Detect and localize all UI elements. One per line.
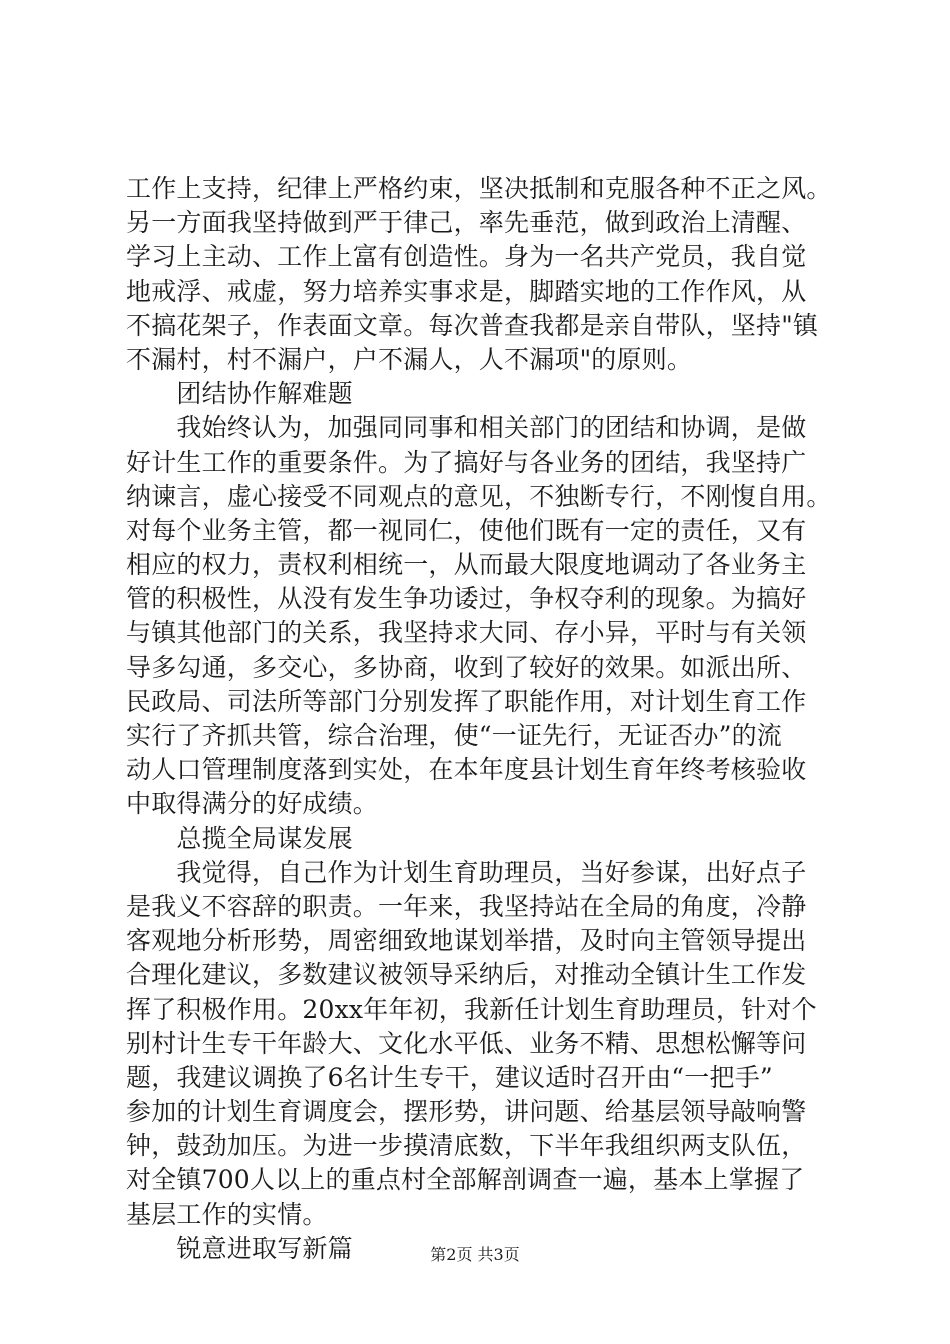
- text-line: 纳谏言，虚心接受不同观点的意见，不独断专行，不刚愎自用。: [126, 481, 832, 511]
- text-line: 合理化建议，多数建议被领导采纳后，对推动全镇计生工作发: [126, 960, 807, 990]
- text-line: 导多勾通，多交心，多协商，收到了较好的效果。如派出所、: [126, 652, 807, 682]
- text-line: 参加的计划生育调度会，摆形势，讲问题、给基层领导敲响警: [126, 1097, 807, 1127]
- text-line: 是我义不容辞的职责。一年来，我坚持站在全局的角度，冷静: [126, 891, 807, 921]
- page-number: 第2页 共3页: [430, 1245, 520, 1264]
- text-line: 我始终认为，加强同同事和相关部门的团结和协调，是做: [126, 413, 807, 443]
- text-line: 相应的权力，责权利相统一，从而最大限度地调动了各业务主: [126, 550, 807, 580]
- text-line: 好计生工作的重要条件。为了搞好与各业务的团结，我坚持广: [126, 447, 807, 477]
- text-line: 与镇其他部门的关系，我坚持求大同、存小异，平时与有关领: [126, 618, 807, 648]
- section-heading: 总揽全局谋发展: [126, 823, 353, 853]
- text-line: 客观地分析形势，周密细致地谋划举措，及时向主管领导提出: [126, 926, 807, 956]
- text-line: 钟，鼓劲加压。为进一步摸清底数，下半年我组织两支队伍，: [126, 1131, 807, 1161]
- text-line: 不搞花架子，作表面文章。每次普查我都是亲自带队，坚持"镇: [126, 310, 819, 340]
- text-line: 实行了齐抓共管，综合治理，使“一证先行，无证否办”的流: [126, 721, 782, 750]
- text-line: 对全镇700人以上的重点村全部解剖调查一遍，基本上掌握了: [126, 1165, 805, 1195]
- text-line: 别村计生专干年龄大、文化水平低、业务不精、思想松懈等问: [126, 1028, 807, 1058]
- text-line: 不漏村，村不漏户，户不漏人，人不漏项"的原则。: [126, 344, 693, 374]
- text-line: 管的积极性，从没有发生争功诿过，争权夺利的现象。为搞好: [126, 584, 807, 614]
- page-footer: [0, 1244, 950, 1266]
- text-line: 民政局、司法所等部门分别发挥了职能作用，对计划生育工作: [126, 686, 807, 716]
- text-line: 对每个业务主管，都一视同仁，使他们既有一定的责任，又有: [126, 515, 807, 545]
- text-line: 题，我建议调换了6名计生专干，建议适时召开由“一把手”: [126, 1062, 773, 1092]
- text-line: 另一方面我坚持做到严于律己，率先垂范，做到政治上清醒、: [126, 208, 807, 238]
- text-line: 中取得满分的好成绩。: [126, 789, 379, 819]
- text-line: 地戒浮、戒虚，努力培养实事求是，脚踏实地的工作作风，从: [126, 276, 807, 306]
- text-line: 基层工作的实情。: [126, 1199, 328, 1229]
- text-line: 学习上主动、工作上富有创造性。身为一名共产党员，我自觉: [126, 242, 807, 272]
- text-line: 我觉得，自己作为计划生育助理员，当好参谋，出好点子: [126, 857, 807, 887]
- text-line: 挥了积极作用。20xx年年初，我新任计划生育助理员，针对个: [126, 994, 817, 1024]
- text-line: 工作上支持，纪律上严格约束，坚决抵制和克服各种不正之风。: [126, 174, 832, 203]
- document-body: [126, 172, 846, 1266]
- text-line: 动人口管理制度落到实处，在本年度县计划生育年终考核验收: [126, 755, 807, 785]
- section-heading: 团结协作解难题: [126, 379, 353, 409]
- section-heading: 锐意进取写新篇: [126, 1233, 353, 1263]
